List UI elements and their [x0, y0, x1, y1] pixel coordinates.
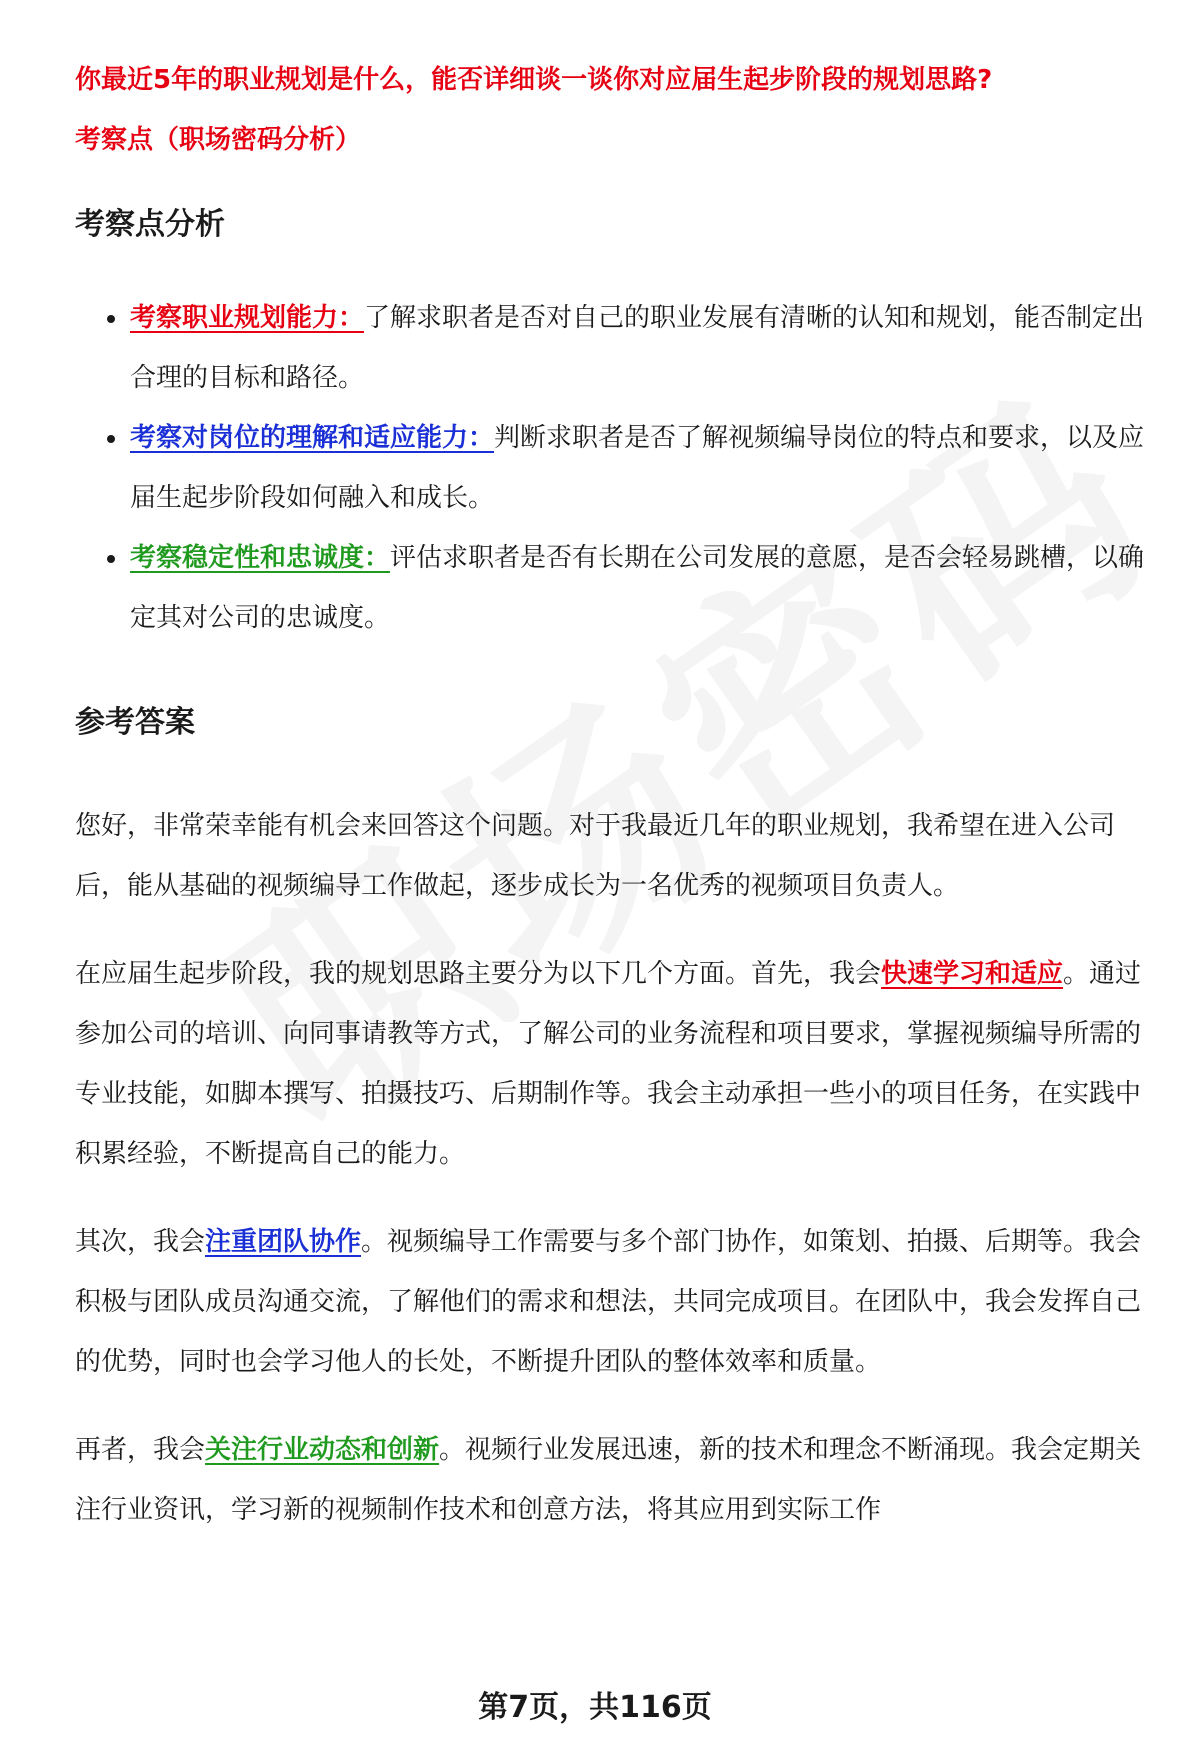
point-text: 了解求职者是否对自己的职业发展有清晰的认知和规划，能否制定出合理的目标和路径。: [130, 303, 1145, 393]
page-content: [75, 50, 1155, 1540]
page-number: 第7页，共116页: [478, 1690, 712, 1725]
question-subtitle: 考察点（职场密码分析）: [75, 125, 362, 155]
paragraph-text: 。通过参加公司的培训、向同事请教等方式，了解公司的业务流程和项目要求，掌握视频编导所需的专业技能，如脚本撰写、拍摄技巧、后期制作等。我会主动承担一些小的项目任务，在实践中积累经验，不断提高自己的能力。: [75, 959, 1142, 1169]
bullet-icon: [107, 315, 115, 323]
answer-paragraph-3: [75, 1212, 1155, 1392]
list-item: [75, 288, 1155, 408]
paragraph-text: 再者，我会: [75, 1435, 206, 1465]
bullet-icon: [107, 435, 115, 443]
analysis-heading: 考察点分析: [75, 207, 225, 242]
answer-paragraph-2: [75, 944, 1155, 1184]
analysis-list: [75, 288, 1155, 648]
answer-paragraph-1: 您好，非常荣幸能有机会来回答这个问题。对于我最近几年的职业规划，我希望在进入公司后，能从基础的视频编导工作做起，逐步成长为一名优秀的视频项目负责人。: [75, 811, 1116, 901]
bullet-icon: [107, 555, 115, 563]
point-keyword: 考察职业规划能力：: [130, 303, 365, 333]
point-text: 评估求职者是否有长期在公司发展的意愿，是否会轻易跳槽，以确定其对公司的忠诚度。: [130, 543, 1145, 633]
list-item: [75, 408, 1155, 528]
paragraph-text: 。视频行业发展迅速，新的技术和理念不断涌现。我会定期关注行业资讯，学习新的视频制作技术和创意方法，将其应用到实际工作: [75, 1435, 1142, 1525]
highlight-keyword: 关注行业动态和创新: [205, 1435, 440, 1465]
answer-paragraph-4: [75, 1420, 1155, 1540]
point-keyword: 考察对岗位的理解和适应能力：: [130, 423, 495, 453]
paragraph-text: 其次，我会: [75, 1227, 206, 1257]
highlight-keyword: 快速学习和适应: [881, 959, 1064, 989]
list-item: [75, 528, 1155, 648]
highlight-keyword: 注重团队协作: [205, 1227, 362, 1257]
paragraph-text: 。视频编导工作需要与多个部门协作，如策划、拍摄、后期等。我会积极与团队成员沟通交流，了解他们的需求和想法，共同完成项目。在团队中，我会发挥自己的优势，同时也会学习他人的长处，不断提升团队的整体效率和质量。: [75, 1227, 1142, 1377]
answer-heading: 参考答案: [75, 705, 195, 740]
paragraph-text: 在应届生起步阶段，我的规划思路主要分为以下几个方面。首先，我会: [75, 959, 882, 989]
point-keyword: 考察稳定性和忠诚度：: [130, 543, 391, 573]
point-text: 判断求职者是否了解视频编导岗位的特点和要求，以及应届生起步阶段如何融入和成长。: [130, 423, 1145, 513]
question-title: 你最近5年的职业规划是什么，能否详细谈一谈你对应届生起步阶段的规划思路?: [75, 65, 993, 95]
